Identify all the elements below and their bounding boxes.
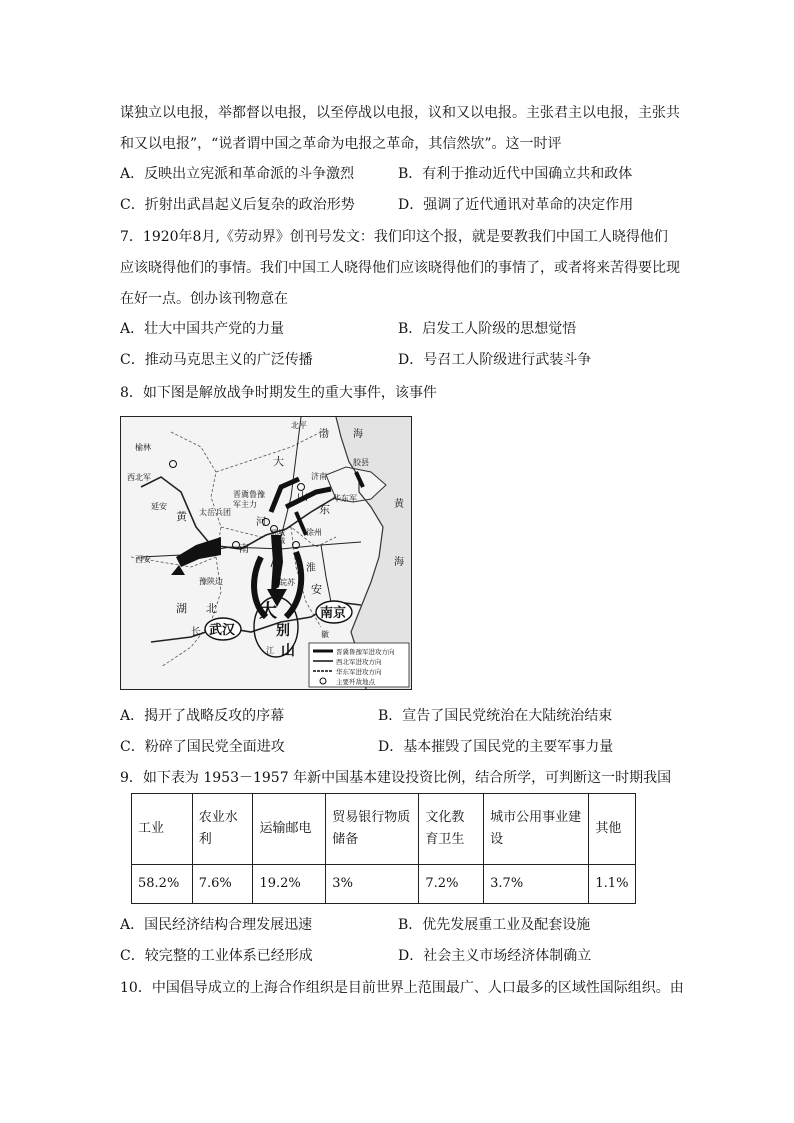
label-huadongjun: 华东军 — [333, 494, 357, 503]
label-huang: 黄 — [176, 510, 187, 523]
table-header-cell: 运输邮电 — [253, 794, 326, 865]
q6-option-d[interactable]: D．强调了近代通讯对革命的决定作用 — [398, 197, 634, 213]
label-hai: 海 — [353, 429, 363, 440]
table-value-cell: 1.1% — [589, 865, 636, 904]
label-jiaoxian: 胶县 — [353, 458, 369, 467]
table-header-cell: 文化教育卫生 — [419, 794, 484, 865]
label-yulin: 榆林 — [135, 443, 151, 452]
table-header-cell: 工业 — [132, 794, 193, 865]
q7-option-d[interactable]: D．号召工人阶级进行武装斗争 — [398, 352, 592, 368]
campaign-map-svg — [121, 417, 411, 689]
label-an: 安 — [311, 583, 322, 596]
q7-text-line2: 应该晓得他们的事情。我们中国工人晓得他们应该晓得他们的事情了，或者将来苦得要比现 — [120, 260, 680, 276]
table-header-cell: 贸易银行物质储备 — [326, 794, 419, 865]
table-value-cell: 19.2% — [253, 865, 326, 904]
label-yanan: 延安 — [151, 502, 167, 511]
label-hu: 湖 — [176, 602, 187, 615]
table-value-cell: 7.2% — [419, 865, 484, 904]
label-dong: 东 — [319, 503, 330, 516]
label-beiping: 北平 — [291, 421, 307, 430]
label-da: 大 — [273, 455, 284, 468]
label-nanjing: 南京 — [320, 606, 347, 621]
q6-text-line2: 和又以电报”，“说者谓中国之革命为电报之革命，其信然欤”。这一时评 — [120, 136, 562, 152]
label-chang: 长 — [191, 627, 201, 638]
campaign-map — [120, 416, 412, 690]
label-hui: 徽 — [321, 630, 329, 639]
table-value-row — [132, 865, 636, 904]
legend-text-3: 华东军进攻方向 — [336, 668, 382, 676]
label-dabie-da: 大 — [259, 601, 277, 622]
label-hai-sea: 海 — [394, 557, 404, 568]
label-xian: 西安 — [135, 555, 151, 564]
q8-option-a[interactable]: A．揭开了战略反攻的序幕 — [120, 708, 285, 724]
q8-option-b[interactable]: B．宣告了国民党统治在大陆统治结束 — [378, 708, 613, 724]
q10-text-line1: 10．中国倡导成立的上海合作组织是目前世界上范围最广、人口最多的区域性国际组织。由 — [120, 980, 684, 996]
label-xibeijun: 西北军 — [127, 473, 151, 482]
q7-option-c[interactable]: C．推动马克思主义的广泛传播 — [120, 352, 313, 368]
table-header-cell: 其他 — [589, 794, 636, 865]
table-header-cell: 农业水利 — [192, 794, 253, 865]
table-value-cell: 58.2% — [132, 865, 193, 904]
label-nan: 南 — [239, 544, 249, 555]
label-xuzhou: 徐州 — [306, 528, 322, 537]
legend-text-2: 西北军进攻方向 — [336, 658, 382, 666]
q7-text-line1: 7．1920年8月,《劳动界》创刊号发文：我们印这个报，就是要教我们中国工人晓得他们 — [120, 229, 668, 245]
label-jiang: 江 — [266, 646, 274, 655]
q9-option-a[interactable]: A．国民经济结构合理发展迅速 — [120, 917, 313, 933]
q9-option-d[interactable]: D．社会主义市场经济体制确立 — [398, 948, 592, 964]
label-yuncheng: 郓城 — [271, 529, 285, 537]
legend-text-4: 主要歼敌地点 — [336, 678, 375, 686]
table-header-row — [132, 794, 636, 865]
railway-3 — [321, 545, 331, 602]
q9-stem: 9．如下表为 1953－1957 年新中国基本建设投资比例，结合所学，可判断这一时期我国 — [120, 770, 672, 786]
label-huang-sea: 黄 — [394, 499, 404, 510]
label-bo: 渤 — [319, 429, 329, 440]
q6-option-c[interactable]: C．折射出武昌起义后复杂的政治形势 — [120, 197, 355, 213]
q7-option-a[interactable]: A．壮大中国共产党的力量 — [120, 321, 285, 337]
label-huai: 淮 — [306, 563, 316, 574]
arrow-huaidong — [296, 512, 306, 535]
label-bei: 北 — [206, 602, 217, 615]
label-junzhuli: 军主力 — [233, 500, 257, 509]
label-jinjiluyu: 晋冀鲁豫 — [233, 490, 265, 499]
q9-option-c[interactable]: C．较完整的工业体系已经形成 — [120, 948, 313, 964]
q7-text-line3: 在好一点。创办该刊物意在 — [120, 291, 288, 307]
investment-table — [131, 793, 636, 904]
table-value-cell: 3.7% — [484, 865, 589, 904]
yellow-river — [141, 477, 336, 549]
q6-text-line1: 谋独立以电报，举都督以电报，以至停战以电报，议和又以电报。主张君主以电报，主张共 — [120, 105, 680, 121]
arrow-northwest — [176, 537, 221, 567]
q8-option-c[interactable]: C．粉碎了国民党全面进攻 — [120, 739, 285, 755]
q6-option-b[interactable]: B．有利于推动近代中国确立共和政体 — [398, 166, 633, 182]
table-header-cell: 城市公用事业建设 — [484, 794, 589, 865]
q8-option-d[interactable]: D．基本摧毁了国民党的主要军事力量 — [378, 739, 614, 755]
q9-option-b[interactable]: B．优先发展重工业及配套设施 — [398, 917, 591, 933]
label-yushanbian: 豫陕边 — [199, 577, 223, 586]
label-shan: 山 — [297, 490, 308, 503]
border-2 — [216, 432, 321, 472]
map-legend — [309, 643, 409, 687]
label-taiyue: 太岳兵团 — [199, 508, 231, 517]
table-value-cell: 7.6% — [192, 865, 253, 904]
battle-marker-1 — [170, 461, 177, 468]
label-dabie-shan: 山 — [281, 643, 295, 659]
label-juancheng: 鄄城 — [271, 537, 285, 545]
label-yuwansu: 豫皖苏 — [271, 578, 295, 587]
table-value-cell: 3% — [326, 865, 419, 904]
arrow-east-2 — [271, 479, 299, 512]
q8-stem: 8．如下图是解放战争时期发生的重大事件，该事件 — [120, 385, 437, 401]
legend-text-1: 晋冀鲁豫军进攻方向 — [336, 648, 395, 656]
label-jinan: 济南 — [311, 472, 327, 481]
q7-option-b[interactable]: B．启发工人阶级的思想觉悟 — [398, 321, 577, 337]
arrowhead-northwest — [171, 565, 185, 575]
label-he: 河 — [256, 517, 266, 528]
label-wuhan: 武汉 — [209, 623, 236, 638]
label-dabie-bie: 别 — [276, 623, 290, 639]
q6-option-a[interactable]: A．反映出立宪派和革命派的斗争激烈 — [120, 166, 355, 182]
